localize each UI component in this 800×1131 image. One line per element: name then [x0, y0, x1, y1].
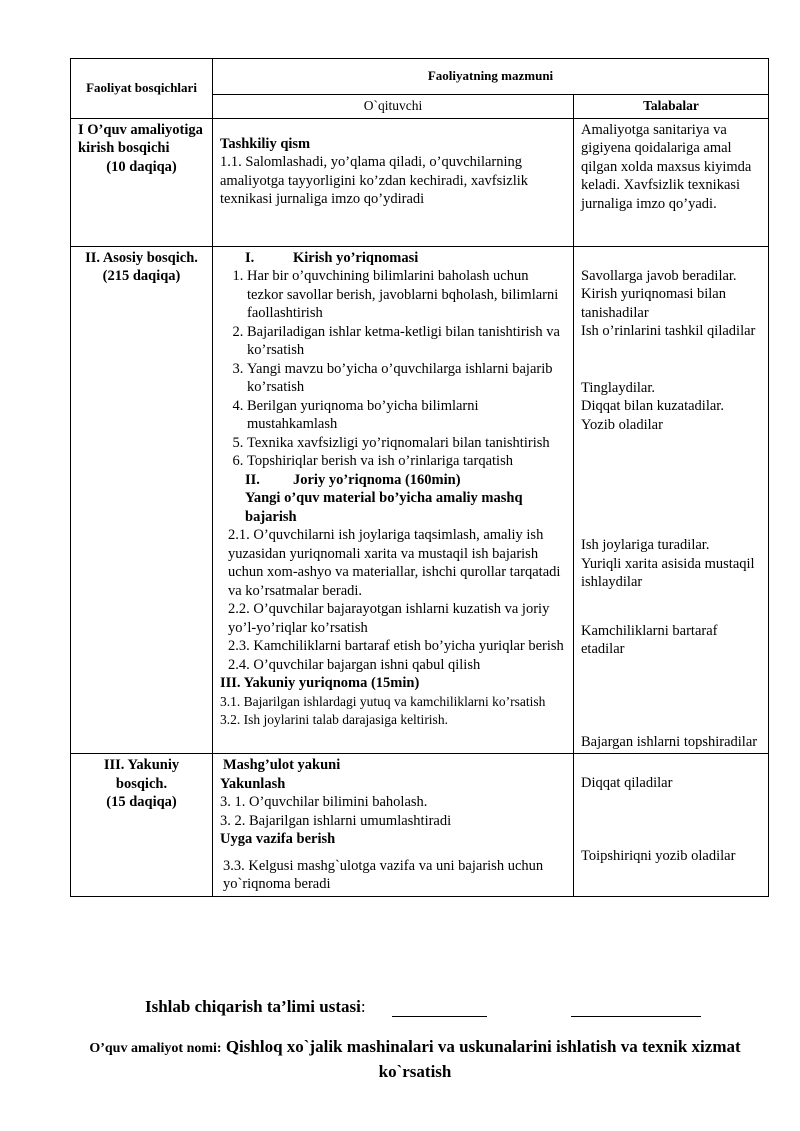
master-label: Ishlab chiqarish ta’limi ustasi [145, 997, 361, 1016]
stage1-teacher [213, 118, 574, 246]
stage3-title3: Uyga vazifa berish [220, 831, 336, 847]
practice-name: Qishloq xo`jalik mashinalari va uskunalarini ishlatish va texnik xizmat ko`rsatish [225, 1037, 741, 1081]
signature-blank [392, 1000, 487, 1017]
section1-number: I. [245, 249, 255, 266]
list-item: 1. Har bir o’quvchining bilimlarini baholash uchun tezkor savollar berish, javoblarni bqholash, bilimlarni faollashtirish [247, 267, 566, 323]
students-text: Toipshiriqni yozib oladilar [581, 847, 736, 864]
stage3-students [574, 754, 769, 897]
students-text: Bajargan ishlarni topshiradilar [581, 733, 758, 750]
section2-item: 2.4. O’quvchilar bajargan ishni qabul qilish [228, 656, 481, 673]
stage2-teacher [213, 246, 574, 754]
section1-heading [220, 249, 566, 268]
header-stages: Faoliyat bosqichlari [71, 59, 213, 119]
stage1-teacher-title: Tashkiliy qism [220, 135, 311, 152]
students-text: Diqqat bilan kuzatadilar. [581, 398, 724, 414]
stage2-time: (215 daqiqa) [102, 268, 181, 284]
section2-item: 2.2. O’quvchilar bajarayotgan ishlarni kuzatish va joriy yo’l-yo’riqlar ko’rsatish [228, 601, 550, 636]
list-item: 3. Yangi mavzu bo’yicha o’quvchilarga ishlarni bajarib ko’rsatish [247, 360, 566, 397]
stage3-title1: Mashg’ulot yakuni [223, 757, 341, 773]
practice-label: O’quv amaliyot nomi: [89, 1041, 222, 1056]
section3-title: III. Yakuniy yuriqnoma (15min) [220, 675, 420, 691]
students-text: Tinglaydilar. [581, 379, 655, 396]
stage3-title2: Yakunlash [220, 775, 286, 792]
stage3-item: 3. 2. Bajarilgan ishlarni umumlashtiradi [220, 812, 452, 829]
section2-title: Joriy yo’riqnoma (160min) [293, 471, 461, 488]
list-item: 5. Texnika xavfsizligi yo’riqnomalari bilan tanishtirish [247, 434, 566, 453]
stage1-teacher-text: 1.1. Salomlashadi, yo’qlama qiladi, o’quvchilarning amaliyotga tayyorligini ko’zdan kechiradi, xavfsizlik texnikasi jurnaliga imzo qo’ydiradi [220, 154, 529, 207]
stage3-item: 3. 1. O’quvchilar bilimini baholash. [220, 794, 428, 810]
students-text: Diqqat qiladilar [581, 775, 673, 791]
stage3-time: (15 daqiqa) [106, 794, 177, 810]
list-item: 2. Bajariladigan ishlar ketma-ketligi bilan tanishtirish va ko’rsatish [247, 323, 566, 360]
students-text: Ish joylariga turadilar. [581, 537, 710, 553]
list-item: 6. Topshiriqlar berish va ish o’rinlariga tarqatish [247, 452, 566, 471]
section2-item: 2.1. O’quvchilarni ish joylariga taqsimlash, amaliy ish yuzasidan yuriqnomali xarita va mustaqil ish bajarish uchun xom-ashyo va materiallar, ishchi qurollar tarqatadi va ko’rsatmalar beradi. [228, 527, 561, 599]
header-content: Faoliyatning mazmuni [213, 59, 769, 95]
stage1-time: (10 daqiqa) [106, 158, 177, 175]
stage1-cell [71, 118, 213, 246]
lesson-plan-table [70, 58, 769, 897]
master-colon: : [360, 997, 366, 1016]
stage1-students: Amaliyotga sanitariya va gigiyena qoidalariga amal qilgan xolda maxsus kiyimda keladi. Xavfsizlik texnikasi jurnaliga imzo qo’yadi. [574, 118, 769, 246]
header-students: Talabalar [574, 95, 769, 119]
stage3-cell [71, 754, 213, 897]
section1-list [220, 267, 566, 471]
section2-subtitle: Yangi o’quv material bo’yicha amaliy mashq bajarish [245, 490, 523, 525]
section2-number: II. [245, 471, 260, 488]
students-text: Yuriqli xarita asisida mustaqil ishlaydilar [581, 555, 755, 590]
students-text: Ish o’rinlarini tashkil qiladilar [581, 323, 756, 339]
stage1-name: I O’quv amaliyotiga kirish bosqichi [78, 121, 203, 156]
section3-item: 3.2. Ish joylarini talab darajasiga keltirish. [220, 712, 448, 727]
section1-title: Kirish yo’riqnomasi [293, 249, 419, 266]
master-signature-line [145, 997, 701, 1017]
stage2-cell [71, 246, 213, 754]
section2-heading [220, 471, 566, 490]
students-text: Yozib oladilar [581, 416, 663, 433]
stage3-teacher [213, 754, 574, 897]
stage2-students [574, 246, 769, 754]
stage3-item: 3.3. Kelgusi mashg`ulotga vazifa va uni bajarish uchun yo`riqnoma beradi [223, 857, 544, 892]
list-item: 4. Berilgan yuriqnoma bo’yicha bilimlarni mustahkamlash [247, 397, 566, 434]
header-teacher: O`qituvchi [213, 95, 574, 119]
practice-title [60, 1035, 770, 1083]
stage3-name: III. Yakuniy bosqich. [103, 757, 180, 792]
stage2-name: II. Asosiy bosqich. [85, 249, 198, 266]
signature-blank [571, 1000, 701, 1017]
students-text: Savollarga javob beradilar. Kirish yuriqnomasi bilan tanishadilar [581, 267, 737, 321]
students-text: Kamchiliklarni bartaraf etadilar [581, 622, 718, 657]
section2-item: 2.3. Kamchiliklarni bartaraf etish bo’yicha yuriqlar berish [228, 638, 564, 654]
section3-item: 3.1. Bajarilgan ishlardagi yutuq va kamchiliklarni ko’rsatish [220, 693, 546, 709]
